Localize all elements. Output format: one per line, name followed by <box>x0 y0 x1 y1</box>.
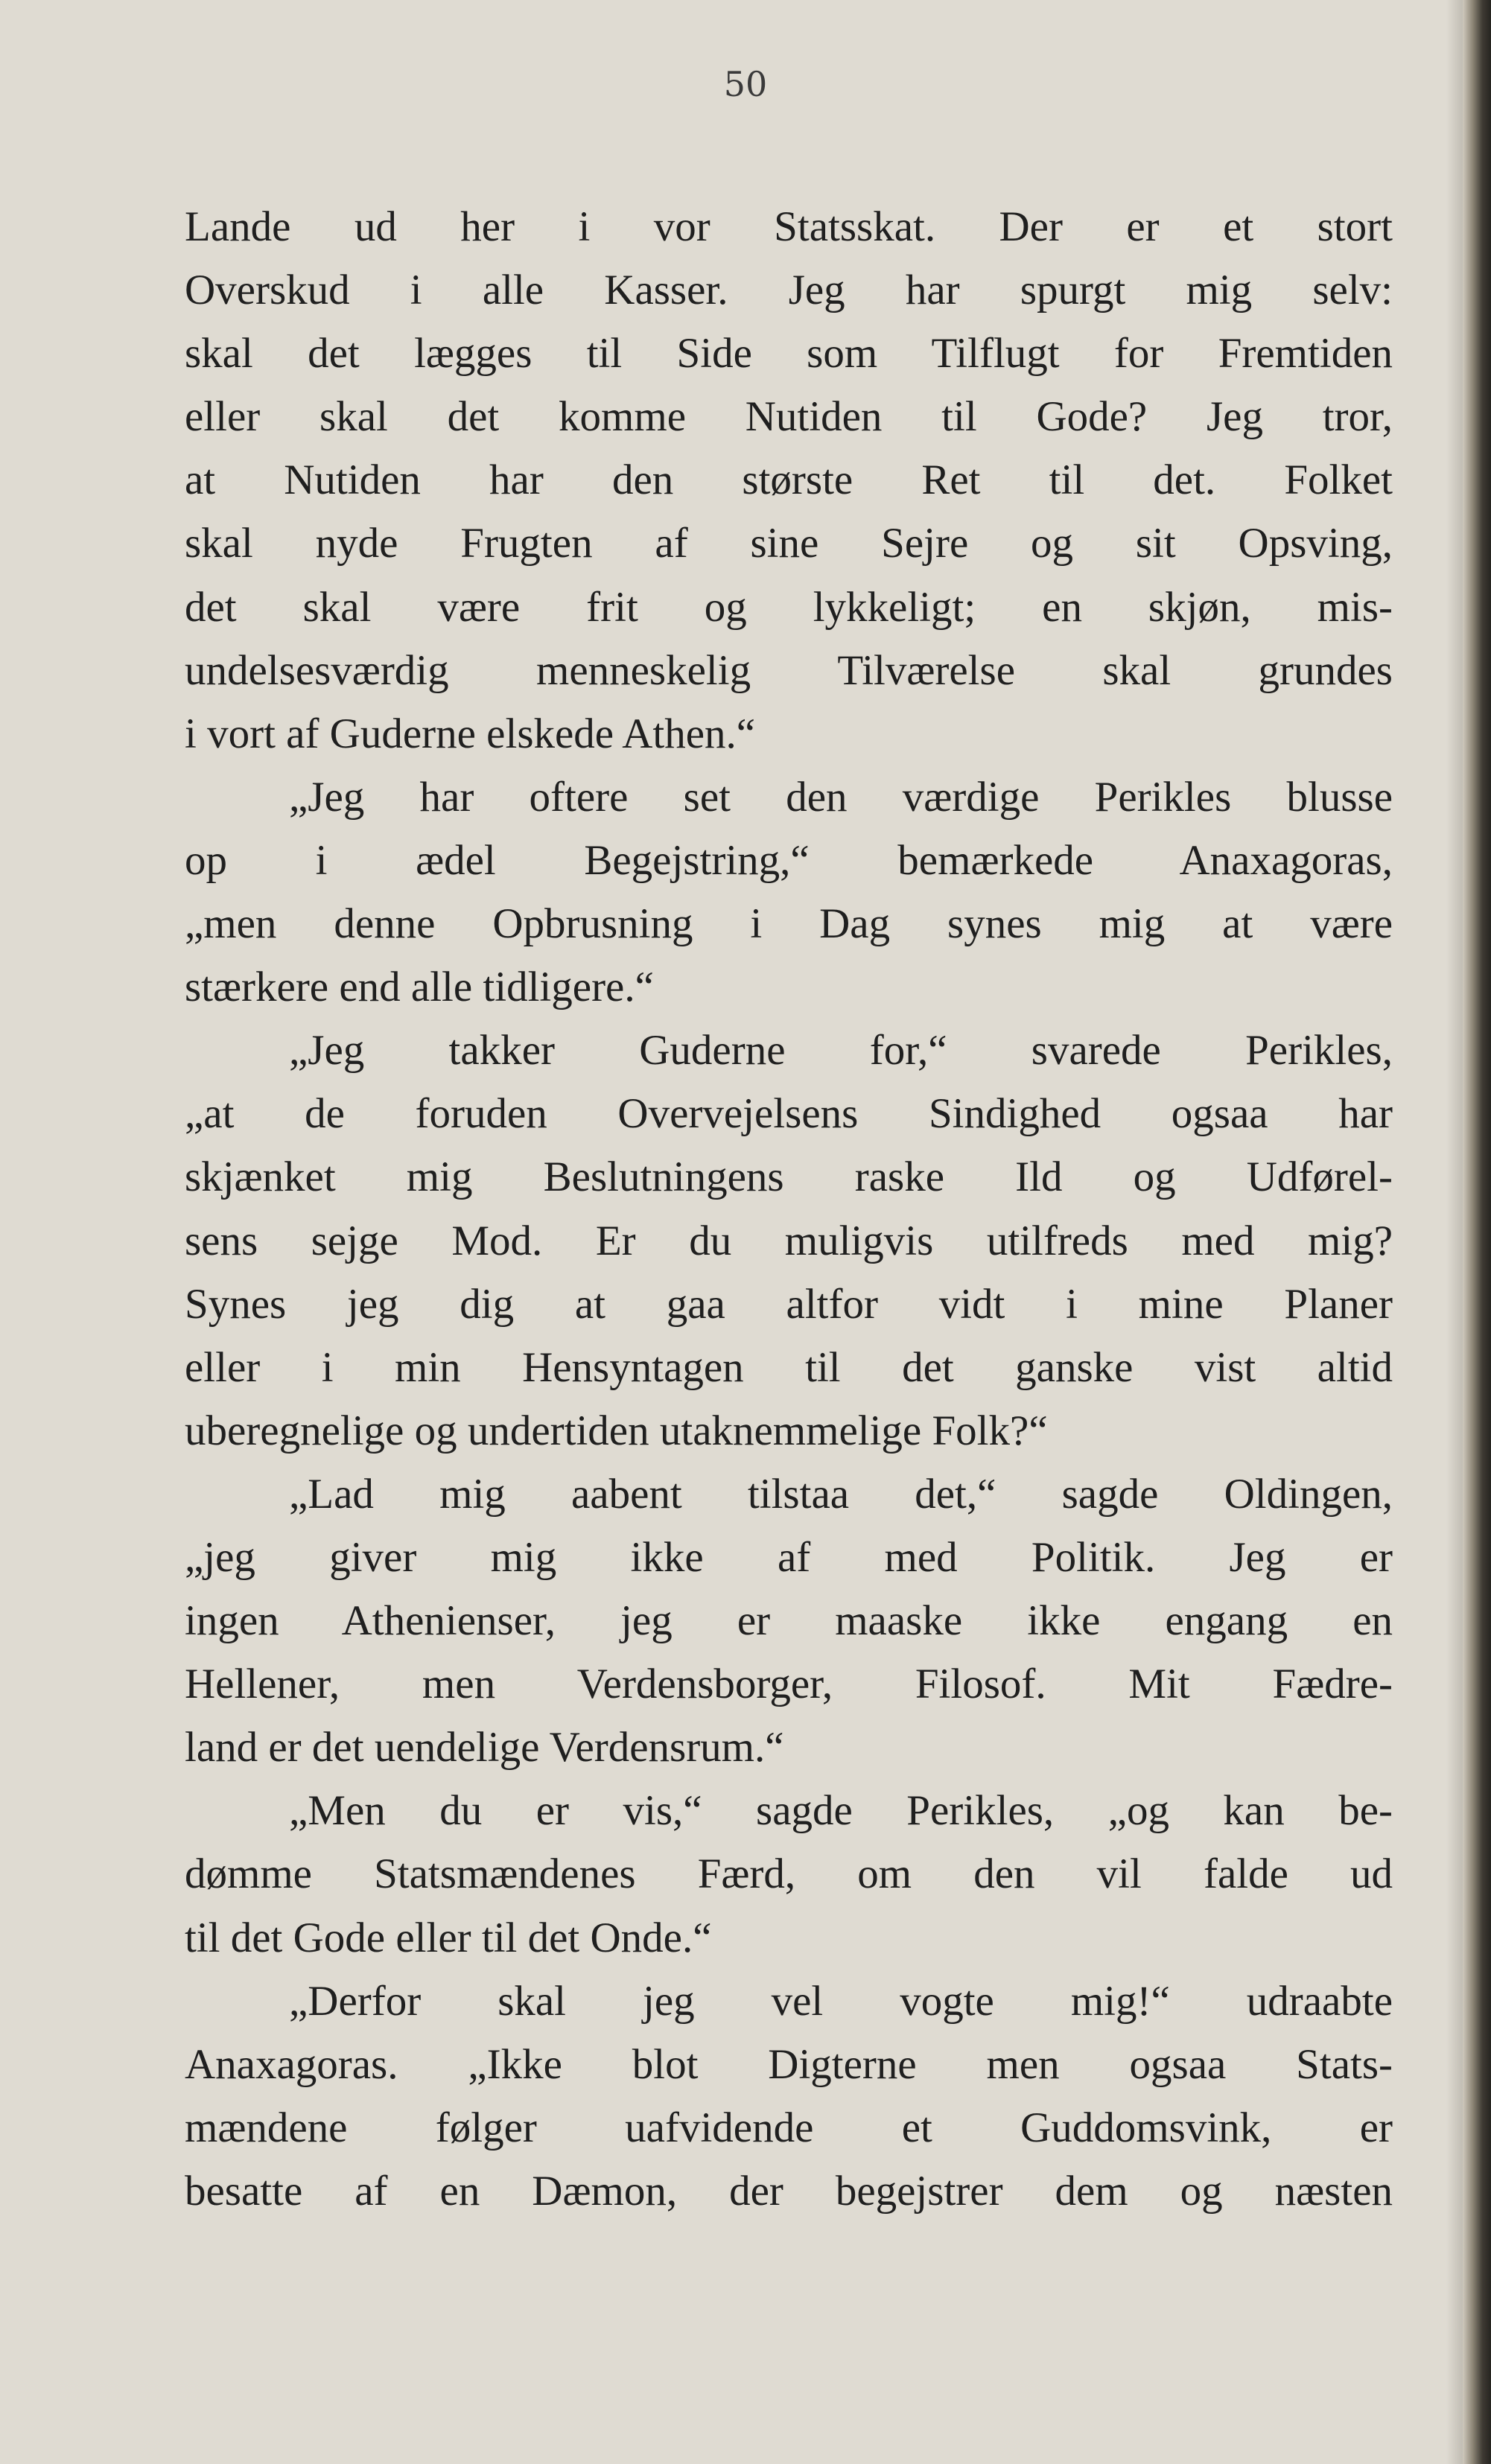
binding-shadow <box>1446 0 1463 2464</box>
text-line: „at de foruden Overvejelsens Sindighed ogsaa har <box>185 1090 1393 1138</box>
text-line: op i ædel Begejstring,“ bemærkede Anaxagoras, <box>185 836 1393 884</box>
text-line: land er det uendelige Verdensrum.“ <box>185 1724 784 1771</box>
text-line: ingen Athenienser, jeg er maaske ikke engang en <box>185 1597 1393 1645</box>
page-number: 50 <box>723 64 768 104</box>
text-line: mændene følger uafvidende et Guddomsvink, er <box>185 2104 1393 2151</box>
text-line: Synes jeg dig at gaa altfor vidt i mine Planer <box>185 1280 1393 1328</box>
text-line: Lande ud her i vor Statsskat. Der er et stort <box>185 203 1393 250</box>
text-line: Hellener, men Verdensborger, Filosof. Mit Fædre- <box>185 1661 1393 1708</box>
text-line: Overskud i alle Kasser. Jeg har spurgt mig selv: <box>185 267 1393 314</box>
text-line: skal nyde Frugten af sine Sejre og sit Opsving, <box>185 520 1393 567</box>
text-line: „Lad mig aabent tilstaa det,“ sagde Oldingen, <box>289 1470 1393 1518</box>
page-binding-edge <box>1463 0 1491 2464</box>
text-line: Anaxagoras. „Ikke blot Digterne men ogsaa Stats- <box>185 2040 1393 2088</box>
text-line: eller skal det komme Nutiden til Gode? Jeg tror, <box>185 393 1393 441</box>
text-line: eller i min Hensyntagen til det ganske vist altid <box>185 1343 1393 1391</box>
text-line: at Nutiden har den største Ret til det. Folket <box>185 456 1393 504</box>
text-line: „Men du er vis,“ sagde Perikles, „og kan be- <box>289 1787 1393 1835</box>
text-line: i vort af Guderne elskede Athen.“ <box>185 710 756 757</box>
body-text <box>185 195 1393 2223</box>
text-line: sens sejge Mod. Er du muligvis utilfreds med mig? <box>185 1217 1393 1264</box>
text-line: det skal være frit og lykkeligt; en skjøn, mis- <box>185 583 1393 631</box>
text-line: uberegnelige og undertiden utaknemmelige Folk?“ <box>185 1407 1048 1454</box>
text-line: til det Gode eller til det Onde.“ <box>185 1914 712 1961</box>
text-line: dømme Statsmændenes Færd, om den vil falde ud <box>185 1850 1393 1898</box>
text-line: „jeg giver mig ikke af med Politik. Jeg er <box>185 1533 1393 1581</box>
text-line: undelsesværdig menneskelig Tilværelse skal grundes <box>185 646 1393 694</box>
text-line: „Jeg har oftere set den værdige Perikles blusse <box>289 773 1393 821</box>
text-line: stærkere end alle tidligere.“ <box>185 964 654 1011</box>
text-line: skal det lægges til Side som Tilflugt for Fremtiden <box>185 330 1393 378</box>
text-line: „men denne Opbrusning i Dag synes mig at være <box>185 900 1393 948</box>
text-line: „Derfor skal jeg vel vogte mig!“ udraabte <box>289 1977 1393 2025</box>
text-line: „Jeg takker Guderne for,“ svarede Perikles, <box>289 1027 1393 1075</box>
text-line: besatte af en Dæmon, der begejstrer dem og næsten <box>185 2167 1393 2215</box>
text-line: skjænket mig Beslutningens raske Ild og Udførel- <box>185 1153 1393 1201</box>
